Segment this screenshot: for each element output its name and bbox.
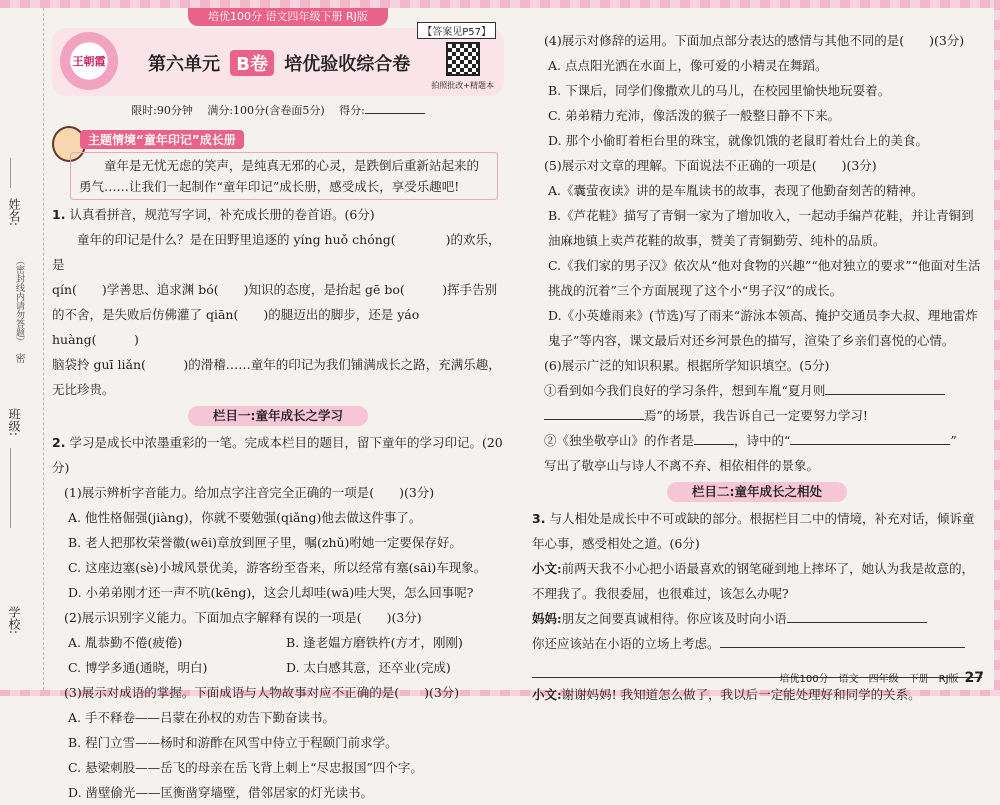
dialog-line: 妈妈:朋友之间要真诚相待。你应该及时向小语 [532, 606, 982, 631]
option[interactable]: D. 凿壁偷光——匡衡凿穿墙壁，借邻居家的灯光读书。 [68, 785, 374, 800]
option[interactable]: C.《我们家的男子汉》依次从“他对食物的兴趣”“他对独立的要求”“他面对生活挑战的沉着”三个方面展现了这个小“男子汉”的成长。 [548, 258, 981, 298]
qr-code[interactable] [446, 42, 480, 76]
seal-mark: 密 [13, 353, 24, 363]
score-blank[interactable] [365, 113, 425, 114]
option[interactable]: D. 那个小偷盯着柜台里的珠宝，就像饥饿的老鼠盯着灶台上的美食。 [548, 133, 929, 148]
option[interactable]: B. 逢老媪方磨铁杵(方才，刚刚) [286, 635, 463, 650]
name-line [10, 158, 11, 188]
q1-line[interactable]: qín( )学善思、追求渊 bó( )知识的态度，是抬起 gē bo( )挥手告别 [52, 282, 498, 297]
option[interactable]: C. 这座边塞(sè)小城风景优美，游客纷至沓来，所以经常有塞(sāi)车现象。 [68, 560, 487, 575]
q2-sub3[interactable]: (3)展示对成语的掌握。下面成语与人物故事对应不正确的是( )(3分) [64, 685, 460, 700]
option[interactable]: C. 弟弟精力充沛，像活泼的猴子一般整日静不下来。 [548, 108, 841, 123]
option[interactable]: B. 下课后，同学们像撒欢儿的马儿，在校园里愉快地玩耍着。 [548, 83, 891, 98]
class-label: 班级: [7, 408, 21, 437]
option[interactable]: D.《小英雄雨来》(节选)写了雨来“游泳本领高、掩护交通员李大叔、理地雷炸鬼子”等内容，课文最后对还乡河景色的描写，渲染了乡亲们喜悦的心情。 [548, 308, 978, 348]
seal-note: （密封线内请勿答题） [14, 256, 24, 346]
binding-strip [0, 8, 44, 690]
volume-badge: B卷 [230, 50, 274, 76]
brand-logo: 王朝霞 [60, 32, 118, 90]
option[interactable]: A. 胤恭勤不倦(疲倦) [68, 635, 183, 650]
option-row [52, 655, 504, 680]
score-label: 得分: [339, 104, 365, 117]
q1-line[interactable]: 的不舍，是失败后仿佛灌了 qiān( )的腿迈出的脚步，还是 yáo huàng( ) [52, 307, 420, 347]
option[interactable]: B. 程门立雪——杨时和游酢在风雪中侍立于程颐门前求学。 [68, 735, 398, 750]
q2-stem: 2. 学习是成长中浓墨重彩的一笔。完成本栏目的题目，留下童年的学习印记。(20分) [52, 435, 503, 475]
q2-sub5[interactable]: (5)展示对文章的理解。下面说法不正确的一项是( )(3分) [544, 158, 877, 173]
q1-line[interactable]: 脑袋拎 guī liǎn( )的滑稽……童年的印记为我们铺满成长之路，充满乐趣，无比珍贵。 [52, 357, 501, 397]
title-text: 培优验收综合卷 [284, 54, 411, 75]
option[interactable]: A.《囊萤夜读》讲的是车胤读书的故事，表现了他勤奋刻苦的精神。 [548, 183, 924, 198]
q2-sub1[interactable]: (1)展示辨析字音能力。给加点字注音完全正确的一项是( )(3分) [64, 485, 435, 500]
q3-stem: 3. 与人相处是成长中不可或缺的部分。根据栏目二中的情境，补充对话，倾诉童年心事，感受相处之道。(6分) [532, 511, 975, 551]
answer-blank[interactable] [870, 444, 950, 445]
q2-sub2[interactable]: (2)展示识别字义能力。下面加点字解释有误的一项是( )(3分) [64, 610, 422, 625]
q1-stem: 1. 认真看拼音，规范写字词，补充成长册的卷首语。(6分) [52, 207, 375, 222]
answer-blank[interactable] [825, 394, 945, 395]
unit-label: 第六单元 [148, 54, 220, 75]
option[interactable]: A. 他性格倔强(jiàng)，你就不要勉强(qiǎng)他去做这件事了。 [68, 510, 422, 525]
option-row [52, 630, 504, 655]
exam-title [148, 50, 410, 76]
answer-blank[interactable] [720, 647, 965, 648]
answer-blank[interactable] [544, 419, 644, 420]
school-label: 学校: [7, 606, 21, 635]
answer-blank[interactable] [790, 444, 870, 445]
option[interactable]: B. 老人把那枚荣誉徽(wēi)章放到匣子里，嘱(zhǔ)咐她一定要保存好。 [68, 535, 462, 550]
decorative-border-right [994, 0, 1000, 696]
theme-box [52, 126, 504, 200]
fill-line: ②《独坐敬亭山》的作者是 ，诗中的“ ” [544, 433, 957, 448]
exam-header [52, 28, 504, 96]
q2-sub4[interactable]: (4)展示对修辞的运用。下面加点部分表达的感情与其他不同的是( )(3分) [544, 33, 965, 48]
right-column [532, 28, 982, 707]
theme-tag: 主题情境“童年印记”成长册 [80, 130, 244, 149]
option[interactable]: B.《芦花鞋》描写了青铜一家为了增加收入，一起动手编芦花鞋，并让青铜到油麻地镇上卖芦花鞋的故事，赞美了青铜勤劳、纯朴的品质。 [548, 208, 974, 248]
option[interactable]: A. 手不释卷——吕蒙在孙权的劝告下勤奋读书。 [68, 710, 335, 725]
name-label: 姓名: [7, 198, 21, 227]
theme-text: 童年是无忧无虑的笑声，是纯真无邪的心灵，是跌倒后重新站起来的勇气……让我们一起制作“童年印记”成长册，感受成长，享受乐趣吧! [70, 152, 498, 200]
fill-line: 写出了敬亭山与诗人不离不弃、相依相伴的景象。 [544, 458, 820, 473]
fill-line: ①看到如今我们良好的学习条件，想到车胤“夏月则 [532, 378, 982, 403]
page-number: 27 [964, 670, 984, 686]
footer-text: 培优100分 语文 四年级 下册 RJ版 [779, 674, 959, 685]
answer-blank[interactable] [787, 622, 927, 623]
section-two-bar: 栏目二:童年成长之相处 [667, 482, 847, 502]
option[interactable]: D. 太白感其意，还卒业(完成) [286, 660, 451, 675]
option[interactable]: C. 悬梁刺股——岳飞的母亲在岳飞背上刺上“尽忠报国”四个字。 [68, 760, 423, 775]
left-column [52, 28, 504, 805]
qr-note: 拍照批改+精题本 [431, 81, 494, 90]
option[interactable]: D. 小弟弟刚才还一声不吭(kēng)，这会儿却哇(wā)哇大哭，怎么回事呢? [68, 585, 474, 600]
decorative-border-top [0, 0, 1000, 8]
page-footer [780, 670, 984, 686]
answer-reference: 【答案见P57】 [417, 22, 496, 39]
section-one-bar: 栏目一:童年成长之学习 [188, 406, 368, 426]
exam-meta [52, 102, 504, 118]
fill-line: 焉”的场景，我告诉自己一定要努力学习! [532, 403, 982, 428]
q2-sub6: (6)展示广泛的知识积累。根据所学知识填空。(5分) [544, 358, 830, 373]
dialog-line: 你还应该站在小语的立场上考虑。 [532, 631, 982, 656]
dialog-line: 小文:前两天我不小心把小语最喜欢的钢笔碰到地上摔坏了，她认为我是故意的，不理我了。我很委屈，也很难过，该怎么办呢? [532, 561, 975, 601]
full-score: 满分:100分(含卷面5分) [207, 104, 325, 117]
option[interactable]: A. 点点阳光洒在水面上，像可爱的小精灵在舞蹈。 [548, 58, 828, 73]
time-limit: 限时:90分钟 [131, 104, 193, 117]
q1-line[interactable]: 童年的印记是什么？是在田野里追逐的 yíng huǒ chóng( )的欢乐，是 [52, 232, 501, 272]
option[interactable]: C. 博学多通(通晓，明白) [68, 660, 208, 675]
answer-blank[interactable] [694, 444, 734, 445]
class-line [10, 448, 11, 528]
book-tab: 培优100分 语文四年级下册 RJ版 [188, 8, 388, 26]
dialog-line: 小文:谢谢妈妈! 我知道怎么做了，我以后一定能处理好和同学的关系。 [532, 687, 921, 702]
